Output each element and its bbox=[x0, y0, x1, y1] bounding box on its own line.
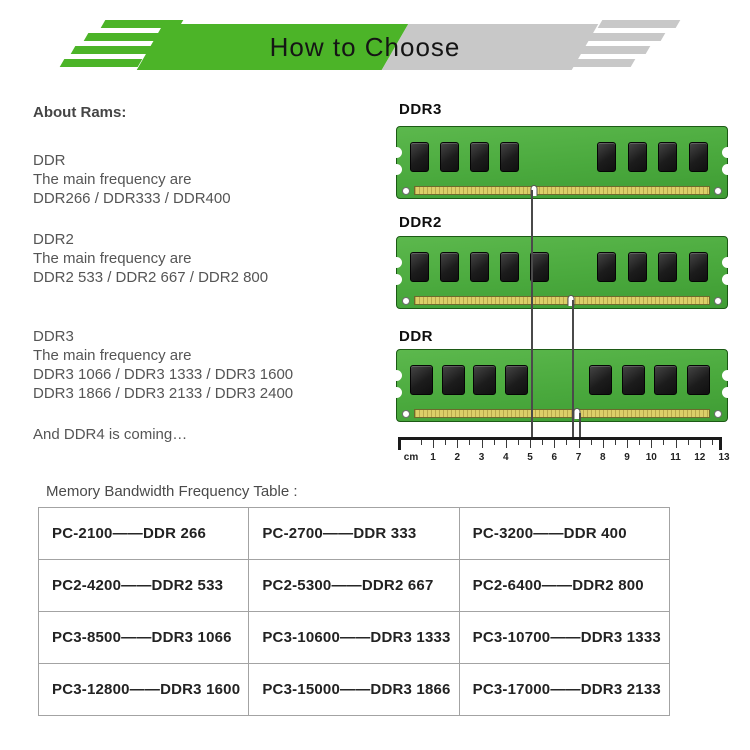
freq-table-body bbox=[39, 508, 670, 716]
edge-notch bbox=[391, 274, 402, 285]
memory-chip bbox=[622, 365, 645, 395]
table-cell: PC3-17000——DDR3 2133 bbox=[459, 664, 669, 716]
ruler-label: 13 bbox=[718, 452, 730, 463]
ruler-tick bbox=[457, 440, 458, 448]
ruler-tick bbox=[421, 440, 422, 445]
memory-chip bbox=[689, 142, 708, 172]
table-cell: PC3-8500——DDR3 1066 bbox=[39, 612, 249, 664]
gold-pins bbox=[414, 409, 710, 418]
ddr2-section bbox=[33, 230, 383, 287]
ruler-tick bbox=[554, 440, 555, 448]
ruler-label: cm bbox=[403, 452, 419, 463]
ruler-label: 1 bbox=[430, 452, 436, 463]
ruler-tick bbox=[494, 440, 495, 445]
table-row bbox=[39, 560, 670, 612]
memory-chip bbox=[689, 252, 708, 282]
ddr-section bbox=[33, 151, 383, 208]
table-cell: PC3-12800——DDR3 1600 bbox=[39, 664, 249, 716]
mount-hole bbox=[714, 410, 722, 418]
memory-chip bbox=[410, 252, 429, 282]
table-cell: PC-2700——DDR 333 bbox=[249, 508, 459, 560]
mount-hole bbox=[402, 410, 410, 418]
speed-stripe-icon bbox=[71, 46, 154, 54]
ruler-tick bbox=[445, 440, 446, 445]
ruler-tick bbox=[663, 440, 664, 445]
notch-callout-line-ddr3 bbox=[531, 190, 533, 437]
edge-notch bbox=[722, 274, 733, 285]
ram-module-ddr2 bbox=[396, 236, 728, 309]
edge-notch bbox=[722, 370, 733, 381]
speed-stripe-icon bbox=[598, 20, 681, 28]
ruler-label: 5 bbox=[527, 452, 533, 463]
edge-notch bbox=[722, 257, 733, 268]
memory-chip bbox=[440, 142, 459, 172]
module-label-ddr3: DDR3 bbox=[399, 101, 442, 118]
mount-hole bbox=[714, 297, 722, 305]
ruler-tick bbox=[506, 440, 507, 448]
frequency-table bbox=[38, 507, 670, 716]
page-title: How to Choose bbox=[269, 32, 461, 62]
module-label-ddr2: DDR2 bbox=[399, 214, 442, 231]
memory-chip bbox=[658, 252, 677, 282]
memory-chip bbox=[597, 142, 616, 172]
table-cell: PC2-5300——DDR2 667 bbox=[249, 560, 459, 612]
memory-chip bbox=[410, 142, 429, 172]
ruler-tick bbox=[530, 440, 531, 448]
ruler-label: 3 bbox=[478, 452, 485, 463]
ruler-tick bbox=[712, 440, 713, 445]
memory-chip bbox=[628, 252, 647, 282]
ddr3-section-line: DDR3 1066 / DDR3 1333 / DDR3 1600 bbox=[33, 366, 294, 383]
ruler-tick bbox=[627, 440, 628, 448]
memory-chip bbox=[473, 365, 496, 395]
ram-module-ddr bbox=[396, 349, 728, 422]
ruler-tick bbox=[615, 440, 616, 445]
ruler-end-cap bbox=[719, 440, 722, 450]
about-heading: About Rams: bbox=[33, 104, 127, 121]
ruler-tick bbox=[433, 440, 434, 448]
edge-notch bbox=[391, 370, 402, 381]
ruler-label: 4 bbox=[502, 452, 509, 463]
ddr-section-line: DDR266 / DDR333 / DDR400 bbox=[33, 190, 231, 207]
speed-stripe-icon bbox=[583, 33, 666, 41]
ruler-tick bbox=[676, 440, 677, 448]
ruler-tick bbox=[566, 440, 567, 445]
memory-chip bbox=[530, 252, 549, 282]
table-cell: PC2-4200——DDR2 533 bbox=[39, 560, 249, 612]
ddr3-section-line: DDR3 1866 / DDR3 2133 / DDR3 2400 bbox=[33, 385, 294, 402]
memory-chip bbox=[597, 252, 616, 282]
ruler-label: 9 bbox=[624, 452, 630, 463]
ruler-tick bbox=[688, 440, 689, 445]
ruler-end-cap bbox=[398, 440, 401, 450]
ruler-tick bbox=[639, 440, 640, 445]
table-cell: PC-3200——DDR 400 bbox=[459, 508, 669, 560]
ddr4-footnote: And DDR4 is coming… bbox=[33, 426, 188, 443]
ddr3-section-line: The main frequency are bbox=[33, 347, 192, 364]
memory-chip bbox=[410, 365, 433, 395]
memory-chip bbox=[470, 252, 489, 282]
memory-chip bbox=[628, 142, 647, 172]
mount-hole bbox=[402, 187, 410, 195]
mount-hole bbox=[402, 297, 410, 305]
ruler-tick bbox=[603, 440, 604, 448]
table-cell: PC3-10700——DDR3 1333 bbox=[459, 612, 669, 664]
ruler-label: 11 bbox=[670, 452, 681, 463]
ruler-tick bbox=[579, 440, 580, 448]
ruler-tick bbox=[700, 440, 701, 448]
speed-stripe-icon bbox=[60, 59, 143, 67]
ddr2-section-title: DDR2 bbox=[33, 231, 74, 248]
memory-chip bbox=[687, 365, 710, 395]
table-cell: PC3-15000——DDR3 1866 bbox=[249, 664, 459, 716]
edge-notch bbox=[722, 164, 733, 175]
memory-chip bbox=[442, 365, 465, 395]
edge-notch bbox=[391, 387, 402, 398]
mount-hole bbox=[714, 187, 722, 195]
table-caption: Memory Bandwidth Frequency Table : bbox=[46, 483, 298, 500]
memory-chip bbox=[500, 142, 519, 172]
edge-notch bbox=[722, 387, 733, 398]
table-cell: PC-2100——DDR 266 bbox=[39, 508, 249, 560]
ruler-tick bbox=[591, 440, 592, 445]
ddr3-section bbox=[33, 327, 383, 403]
edge-notch bbox=[722, 147, 733, 158]
memory-chip bbox=[505, 365, 528, 395]
ruler-label: 12 bbox=[694, 452, 706, 463]
ram-module-ddr3 bbox=[396, 126, 728, 199]
ruler-label: 6 bbox=[551, 452, 558, 463]
gold-pins bbox=[414, 296, 710, 305]
module-label-ddr: DDR bbox=[399, 328, 433, 345]
memory-chip bbox=[500, 252, 519, 282]
ruler-label: 8 bbox=[599, 452, 606, 463]
ram-diagram-panel bbox=[390, 95, 740, 475]
edge-notch bbox=[391, 164, 402, 175]
ruler-tick bbox=[518, 440, 519, 445]
ddr3-section-title: DDR3 bbox=[33, 328, 74, 345]
memory-chip bbox=[654, 365, 677, 395]
ruler-label: 7 bbox=[575, 452, 582, 463]
memory-chip bbox=[658, 142, 677, 172]
ddr-section-title: DDR bbox=[33, 152, 66, 169]
ddr-section-line: The main frequency are bbox=[33, 171, 192, 188]
ruler bbox=[398, 437, 730, 474]
edge-notch bbox=[391, 257, 402, 268]
memory-chip bbox=[589, 365, 612, 395]
table-row bbox=[39, 612, 670, 664]
edge-notch bbox=[391, 147, 402, 158]
table-cell: PC2-6400——DDR2 800 bbox=[459, 560, 669, 612]
ruler-tick bbox=[542, 440, 543, 445]
header-banner bbox=[0, 24, 750, 70]
about-rams-column bbox=[33, 103, 383, 444]
ddr2-section-line: DDR2 533 / DDR2 667 / DDR2 800 bbox=[33, 269, 269, 286]
memory-chip bbox=[470, 142, 489, 172]
table-cell: PC3-10600——DDR3 1333 bbox=[249, 612, 459, 664]
notch-callout-line-ddr bbox=[579, 413, 581, 437]
ruler-tick bbox=[482, 440, 483, 448]
ddr2-section-line: The main frequency are bbox=[33, 250, 192, 267]
memory-chip bbox=[440, 252, 459, 282]
table-row bbox=[39, 508, 670, 560]
ruler-tick bbox=[651, 440, 652, 448]
ruler-label: 10 bbox=[645, 452, 657, 463]
table-row bbox=[39, 664, 670, 716]
ruler-label: 2 bbox=[454, 452, 461, 463]
ruler-tick bbox=[469, 440, 470, 445]
gold-pins bbox=[414, 186, 710, 195]
notch-callout-line-ddr2 bbox=[572, 300, 574, 437]
